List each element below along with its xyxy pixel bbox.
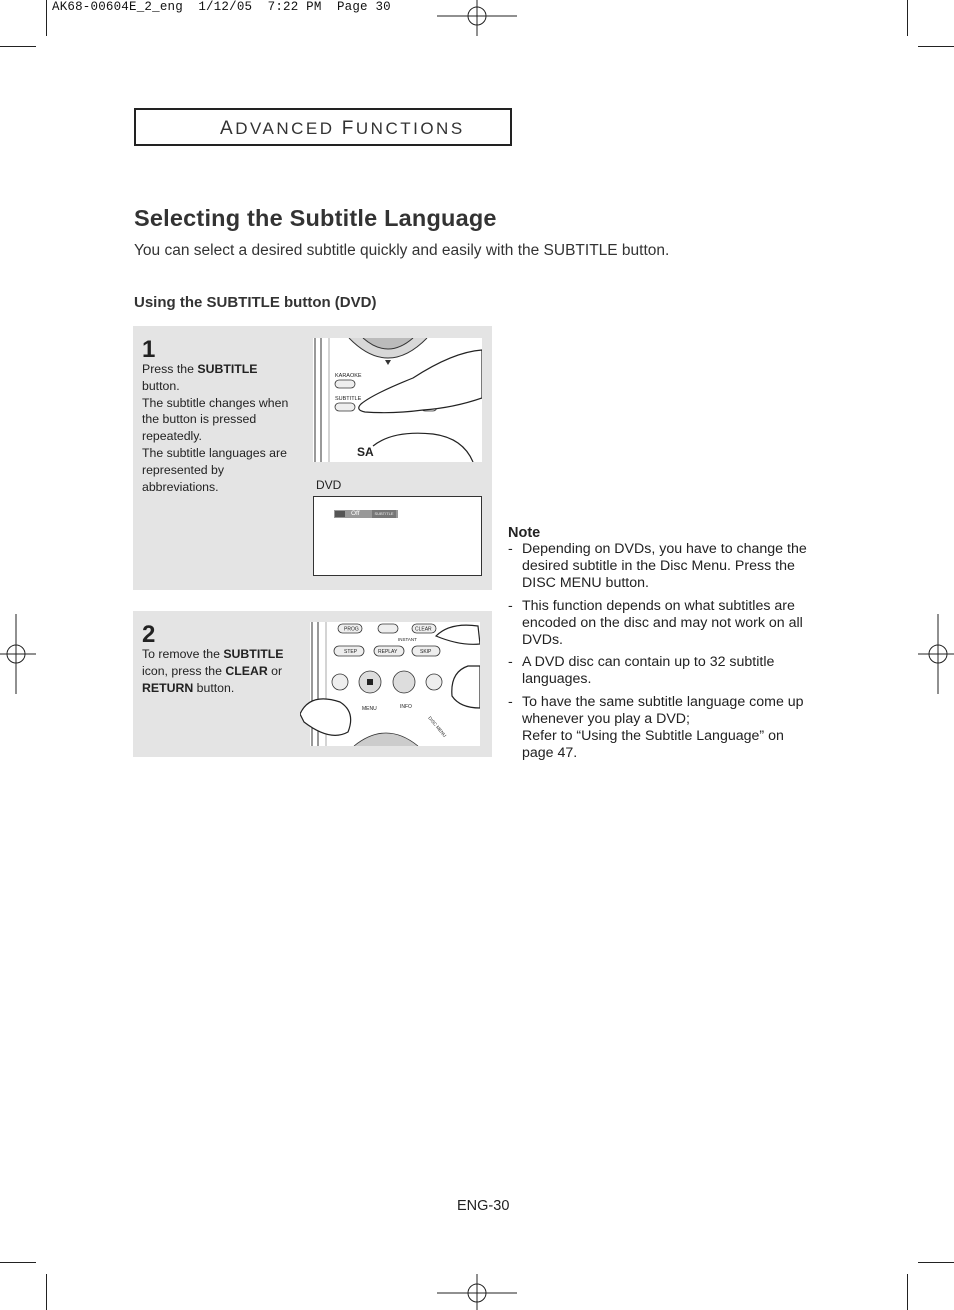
- crop-mark: [907, 1274, 908, 1310]
- prog-label: PROG: [344, 626, 359, 633]
- osd-subtitle-bar: [334, 510, 398, 518]
- clear-label: CLEAR: [415, 626, 432, 633]
- page-number: ENG-30: [457, 1198, 510, 1214]
- note-item: [508, 598, 818, 649]
- crop-mark: [46, 0, 47, 36]
- step-1-text: [142, 361, 292, 495]
- remote-illustration-subtitle: [313, 338, 482, 462]
- text-run-bold: SUBTITLE: [197, 362, 258, 376]
- note-item: [508, 694, 818, 762]
- note-item-text: - To have the same subtitle language come up whenever you play a DVD;: [522, 693, 804, 727]
- note-item-text: - Depending on DVDs, you have to change the desired subtitle in the Disc Menu. Press the DISC MENU button.: [522, 541, 807, 591]
- registration-mark-right: [918, 614, 954, 694]
- step-2-line: [142, 646, 292, 696]
- brand-logo: SA: [357, 445, 374, 459]
- remote-illustration-clear-return: [300, 622, 480, 746]
- step-2-text: [142, 646, 292, 696]
- menu-label: MENU: [362, 706, 377, 712]
- registration-mark-left: [0, 614, 36, 694]
- step-1-line: [142, 361, 292, 395]
- disc-menu-label: DISC MENU: [427, 715, 448, 738]
- text-run: or: [267, 663, 283, 678]
- crop-mark: [0, 46, 36, 47]
- tv-screen: [313, 496, 482, 576]
- note-item-text: Refer to “Using the Subtitle Language” on page 47.: [522, 727, 784, 761]
- section-label-part: UNCTIONS: [355, 119, 465, 138]
- note-item: [508, 654, 818, 688]
- crop-mark: [918, 1262, 954, 1263]
- text-run: button.: [193, 680, 235, 695]
- text-run-bold: CLEAR: [225, 663, 268, 678]
- subtitle-label: SUBTITLE: [335, 396, 362, 402]
- section-label-part: DVANCED: [235, 119, 342, 138]
- text-run: button.: [142, 378, 180, 393]
- note-list: [508, 541, 818, 767]
- replay-label: REPLAY: [378, 649, 398, 655]
- crop-mark: [0, 1262, 36, 1263]
- instant-label: INSTANT: [398, 637, 417, 642]
- step-2-number: 2: [142, 621, 156, 648]
- registration-mark-top: [437, 0, 517, 36]
- section-label-cap: A: [220, 118, 236, 139]
- text-run: To remove the: [142, 647, 224, 661]
- subheading: Using the SUBTITLE button (DVD): [134, 294, 377, 311]
- step-1-line: The subtitle languages are represented by abbreviations.: [142, 445, 287, 494]
- text-run: icon, press the: [142, 663, 226, 678]
- screen-label: DVD: [316, 478, 342, 492]
- step-1-number: 1: [142, 336, 156, 363]
- note-item-text: - A DVD disc can contain up to 32 subtitle languages.: [522, 654, 775, 687]
- note-item-text: - This function depends on what subtitles are encoded on the disc and may not work on all DVDs.: [522, 597, 803, 648]
- crop-mark: [918, 46, 954, 47]
- text-run-bold: SUBTITLE: [223, 647, 284, 661]
- note-title: Note: [508, 525, 541, 541]
- text-run-bold: RETURN: [142, 680, 194, 695]
- step-1-line: The subtitle changes when the button is pressed repeatedly.: [142, 395, 289, 444]
- section-label-cap: F: [341, 118, 356, 139]
- karaoke-label: KARAOKE: [335, 373, 362, 379]
- skip-label: SKIP: [420, 649, 432, 655]
- note-item: [508, 541, 818, 592]
- osd-value: Off: [351, 510, 360, 517]
- section-label: [220, 118, 465, 140]
- intro-text: You can select a desired subtitle quickly and easily with the SUBTITLE button.: [134, 242, 670, 259]
- subtitle-icon: [335, 511, 345, 517]
- osd-label: SUBTITLE: [372, 510, 396, 518]
- text-run: Press the: [142, 362, 198, 376]
- info-label: INFO: [400, 704, 412, 710]
- page-title: Selecting the Subtitle Language: [134, 205, 497, 231]
- crop-mark: [46, 1274, 47, 1310]
- print-slug: AK68-00604E_2_eng 1/12/05 7:22 PM Page 30: [52, 0, 391, 14]
- crop-mark: [907, 0, 908, 36]
- registration-mark-bottom: [437, 1274, 517, 1310]
- step-label: STEP: [344, 649, 358, 655]
